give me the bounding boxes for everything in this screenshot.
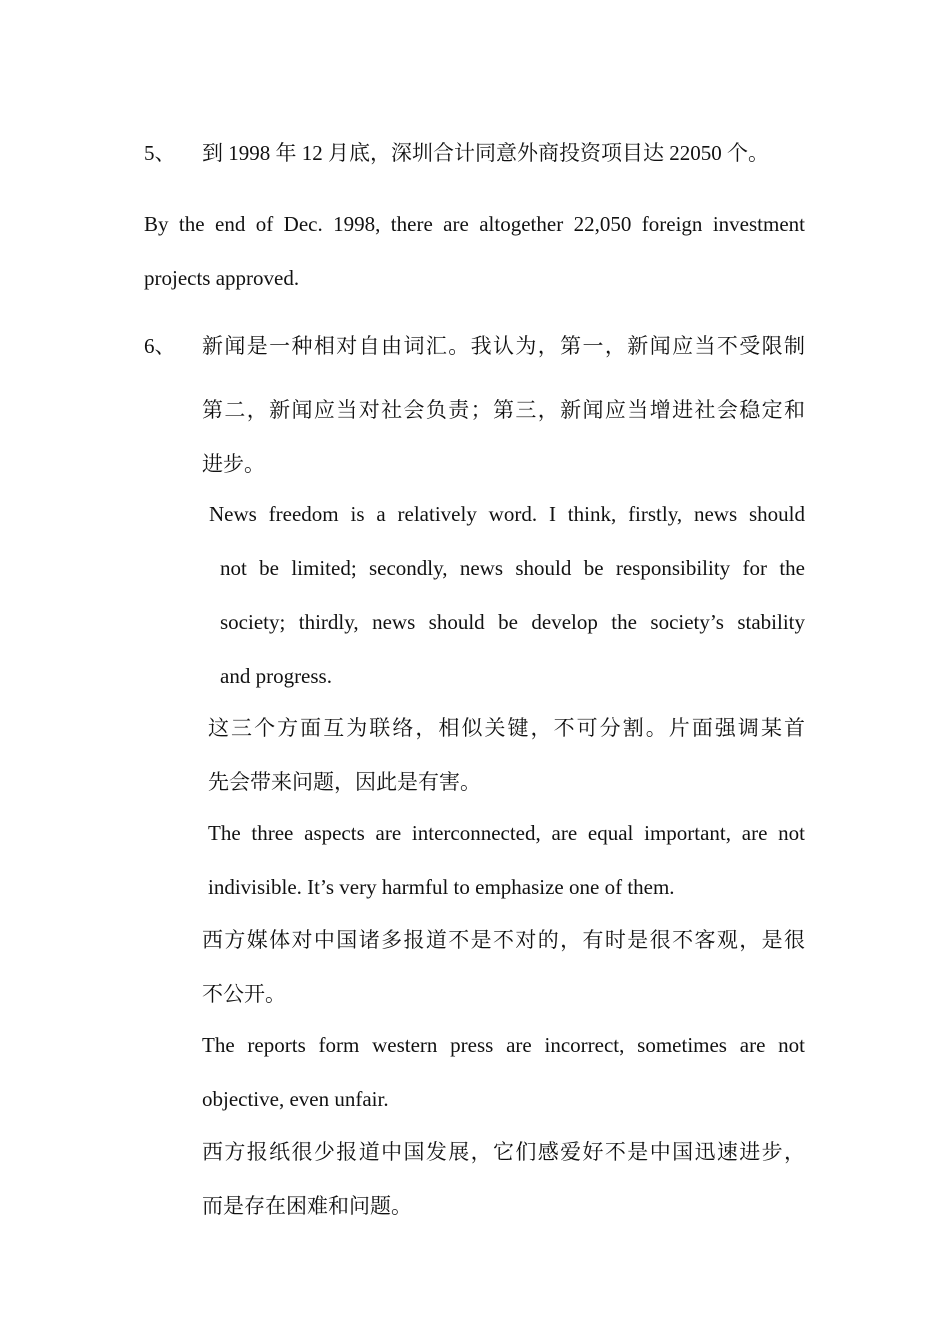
item-6-english-1-line-2: not be limited; secondly, news should be responsibility for the: [220, 556, 805, 580]
item-5-english-line-1: By the end of Dec. 1998, there are altogether 22,050 foreign investment: [144, 212, 805, 236]
item-6-chinese-3-line-2: 不公开。: [202, 982, 286, 1006]
item-5-chinese-text: 到 1998 年 12 月底，深圳合计同意外商投资项目达 22050 个。: [202, 141, 769, 165]
item-5-english-line-2: projects approved.: [144, 266, 300, 290]
item-6-english-3-line-2: objective, even unfair.: [202, 1087, 389, 1111]
item-6-chinese-2-line-2: 先会带来问题，因此是有害。: [208, 770, 481, 794]
item-6-english-2-line-2: indivisible. It’s very harmful to emphasize one of them.: [208, 875, 675, 899]
item-6-chinese-4-line-1: 西方报纸很少报道中国发展，它们感爱好不是中国迅速进步，: [202, 1140, 805, 1164]
item-6-english-2-line-1: The three aspects are interconnected, are equal important, are not: [208, 821, 805, 845]
item-6-chinese-3-line-1: 西方媒体对中国诸多报道不是不对的，有时是很不客观，是很: [202, 928, 805, 952]
item-6-chinese-2-line-1: 这三个方面互为联络，相似关键，不可分割。片面强调某首: [208, 716, 805, 740]
item-6-chinese-4-line-2: 而是存在困难和问题。: [202, 1194, 412, 1218]
item-6-english-1-line-1: News freedom is a relatively word. I think, firstly, news should: [209, 502, 805, 526]
item-6-chinese-1-line-3: 进步。: [202, 452, 265, 476]
item-6-english-1-line-4: and progress.: [220, 664, 332, 688]
item-6-english-1-line-3: society; thirdly, news should be develop the society’s stability: [220, 610, 805, 634]
item-6-chinese-1-line-1: 新闻是一种相对自由词汇。我认为，第一，新闻应当不受限制: [202, 334, 805, 358]
item-6-number: 6、: [144, 334, 176, 358]
item-5-number: 5、: [144, 141, 176, 165]
item-6-english-3-line-1: The reports form western press are incorrect, sometimes are not: [202, 1033, 805, 1057]
item-6-chinese-1-line-2: 第二，新闻应当对社会负责；第三，新闻应当增进社会稳定和: [202, 398, 805, 422]
